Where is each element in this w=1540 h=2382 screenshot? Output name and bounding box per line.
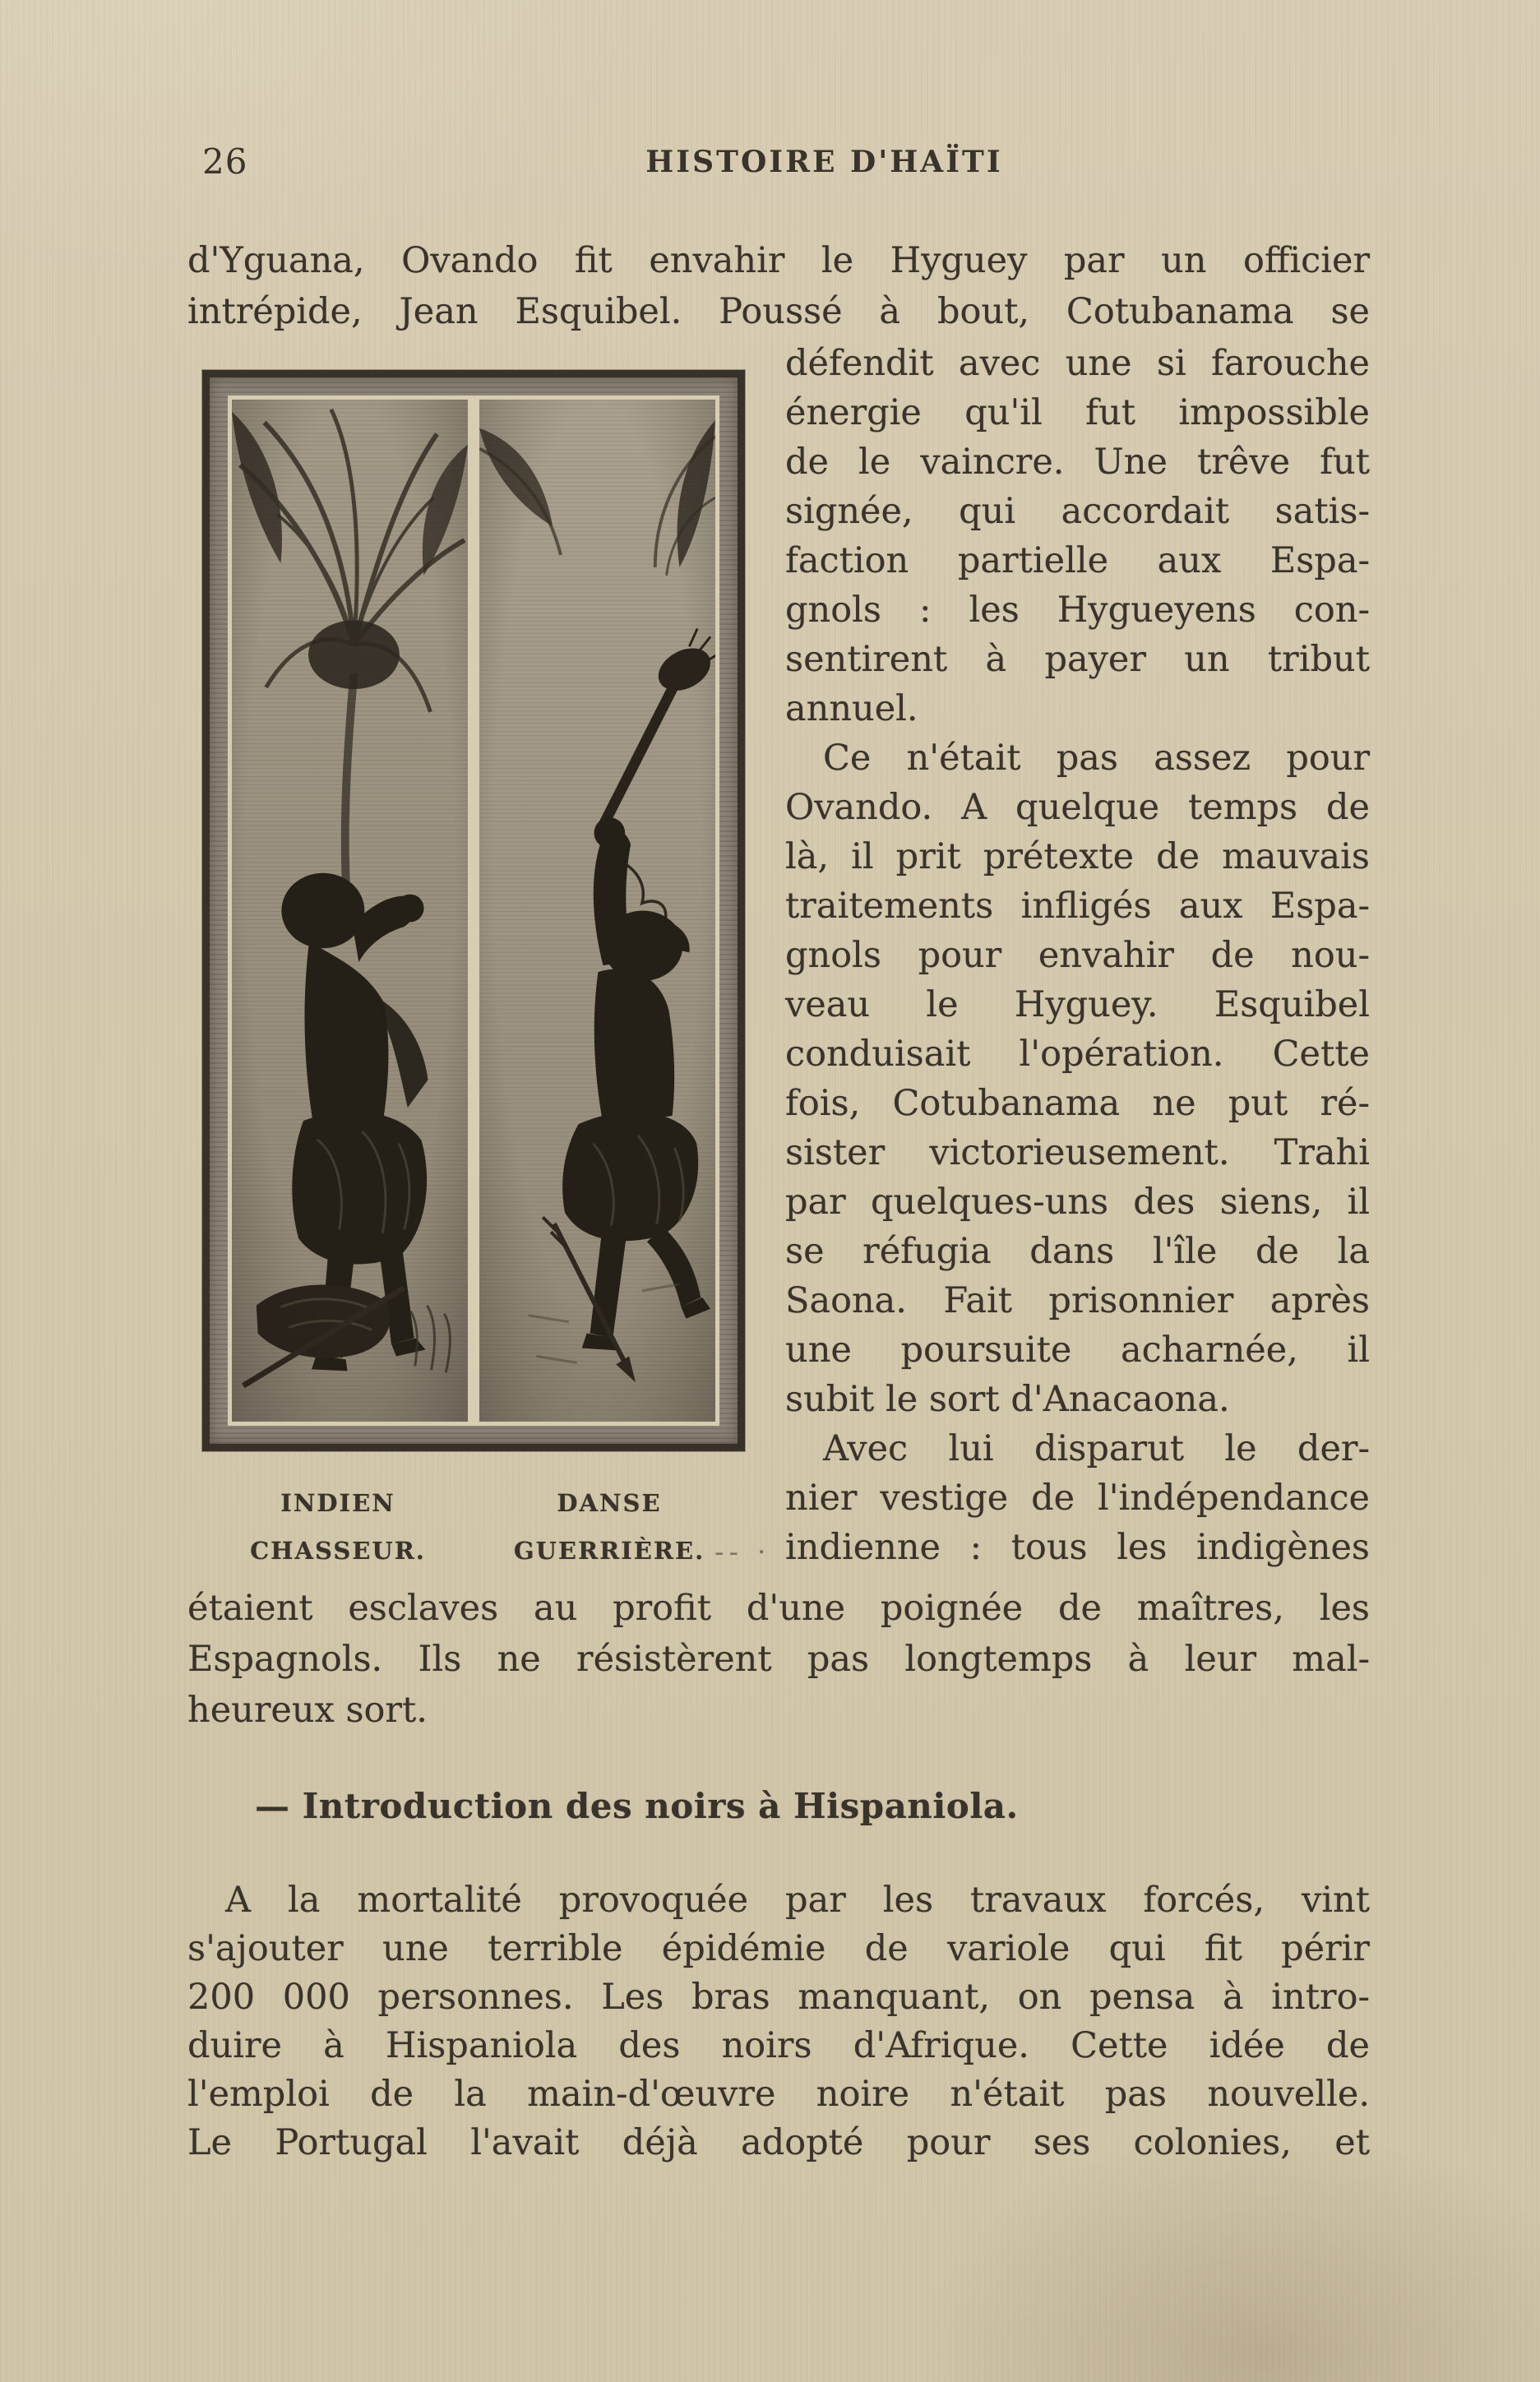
text-line: Ce n'était pas assez pour [823,738,1370,779]
text-line: là, il prit prétexte de mauvais [785,836,1370,877]
caption-line: CHASSEUR. [250,1537,426,1565]
text-line: de le vaincre. Une trêve fut [785,442,1370,483]
caption-indien-chasseur [202,1479,474,1575]
text-line: étaient esclaves au profit d'une poignée de maîtres, les [187,1588,1370,1629]
continuation-paragraph [187,1583,1370,1736]
wrapped-text-column [715,339,1370,1572]
war-dance-panel-illustration [479,400,715,1422]
text-line: sentirent à payer un tribut [785,639,1370,680]
lead-paragraph [187,235,1370,337]
text-line: l'emploi de la main-d'œuvre noire n'était pas nouvelle. [187,2074,1370,2115]
stray-print-mark: -- · [715,1536,771,1569]
text-line: intrépide, Jean Esquibel. Poussé à bout, Cotubanama se [187,291,1370,332]
text-line: A la mortalité provoquée par les travaux forcés, vint [225,1880,1370,1921]
text-line: veau le Hyguey. Esquibel [785,984,1370,1025]
figure-and-text-row [187,339,1370,1575]
text-line: par quelques-uns des siens, il [785,1182,1370,1223]
engraving-panels [228,395,719,1426]
running-title: HISTOIRE D'HAÏTI [645,145,1003,179]
text-line: traitements infligés aux Espa- [785,886,1370,927]
text-line: sister victorieusement. Trahi [785,1132,1370,1173]
text-line: conduisait l'opération. Cette [785,1034,1370,1075]
figure-column [187,339,751,1575]
closing-paragraph [187,1876,1370,2167]
engraving-illustration [202,370,745,1451]
war-dance-engraving-graphic [479,400,715,1422]
text-line: Espagnols. Ils ne résistèrent pas longtemps à leur mal- [187,1639,1370,1680]
text-line: Le Portugal l'avait déjà adopté pour ses colonies, et [187,2122,1370,2163]
figure-captions [202,1479,745,1575]
text-line: d'Yguana, Ovando fit envahir le Hyguey par un officier [187,240,1370,281]
text-line: annuel. [785,688,918,729]
text-line: une poursuite acharnée, il [785,1330,1370,1371]
text-line: faction partielle aux Espa- [785,540,1370,581]
text-line: défendit avec une si farouche [785,343,1370,384]
text-line: duire à Hispaniola des noirs d'Afrique. Cette idée de [187,2025,1370,2066]
caption-danse-guerriere [474,1479,745,1575]
text-line: signée, qui accordait satis- [785,491,1370,532]
text-line: gnols : les Hygueyens con- [785,590,1370,631]
text-line [715,1523,1370,1572]
text-line: Ovando. A quelque temps de [785,787,1370,828]
text-line: se réfugia dans l'île de la [785,1231,1370,1272]
caption-line: INDIEN [280,1489,395,1517]
section-heading: — Introduction des noirs à Hispaniola. [255,1786,1019,1826]
page-number: 26 [202,141,248,182]
text-line: Avec lui disparut le der- [823,1428,1370,1469]
text-line-content: indienne : tous les indigènes [785,1527,1370,1568]
hunter-engraving-graphic [232,400,468,1422]
text-line: 200 000 personnes. Les bras manquant, on pensa à intro- [187,1977,1370,2018]
text-line: Saona. Fait prisonnier après [785,1280,1370,1321]
caption-line: DANSE [557,1489,662,1517]
hunter-panel-illustration [232,400,468,1422]
text-line: nier vestige de l'indépendance [785,1478,1370,1519]
text-line: subit le sort d'Anacaona. [785,1379,1230,1420]
text-line: heureux sort. [187,1690,428,1731]
text-line: fois, Cotubanama ne put ré- [785,1083,1370,1124]
text-line: s'ajouter une terrible épidémie de variole qui fit périr [187,1928,1370,1969]
caption-line: GUERRIÈRE. [513,1537,705,1565]
text-line: énergie qu'il fut impossible [785,392,1370,433]
text-line: gnols pour envahir de nou- [785,935,1370,976]
